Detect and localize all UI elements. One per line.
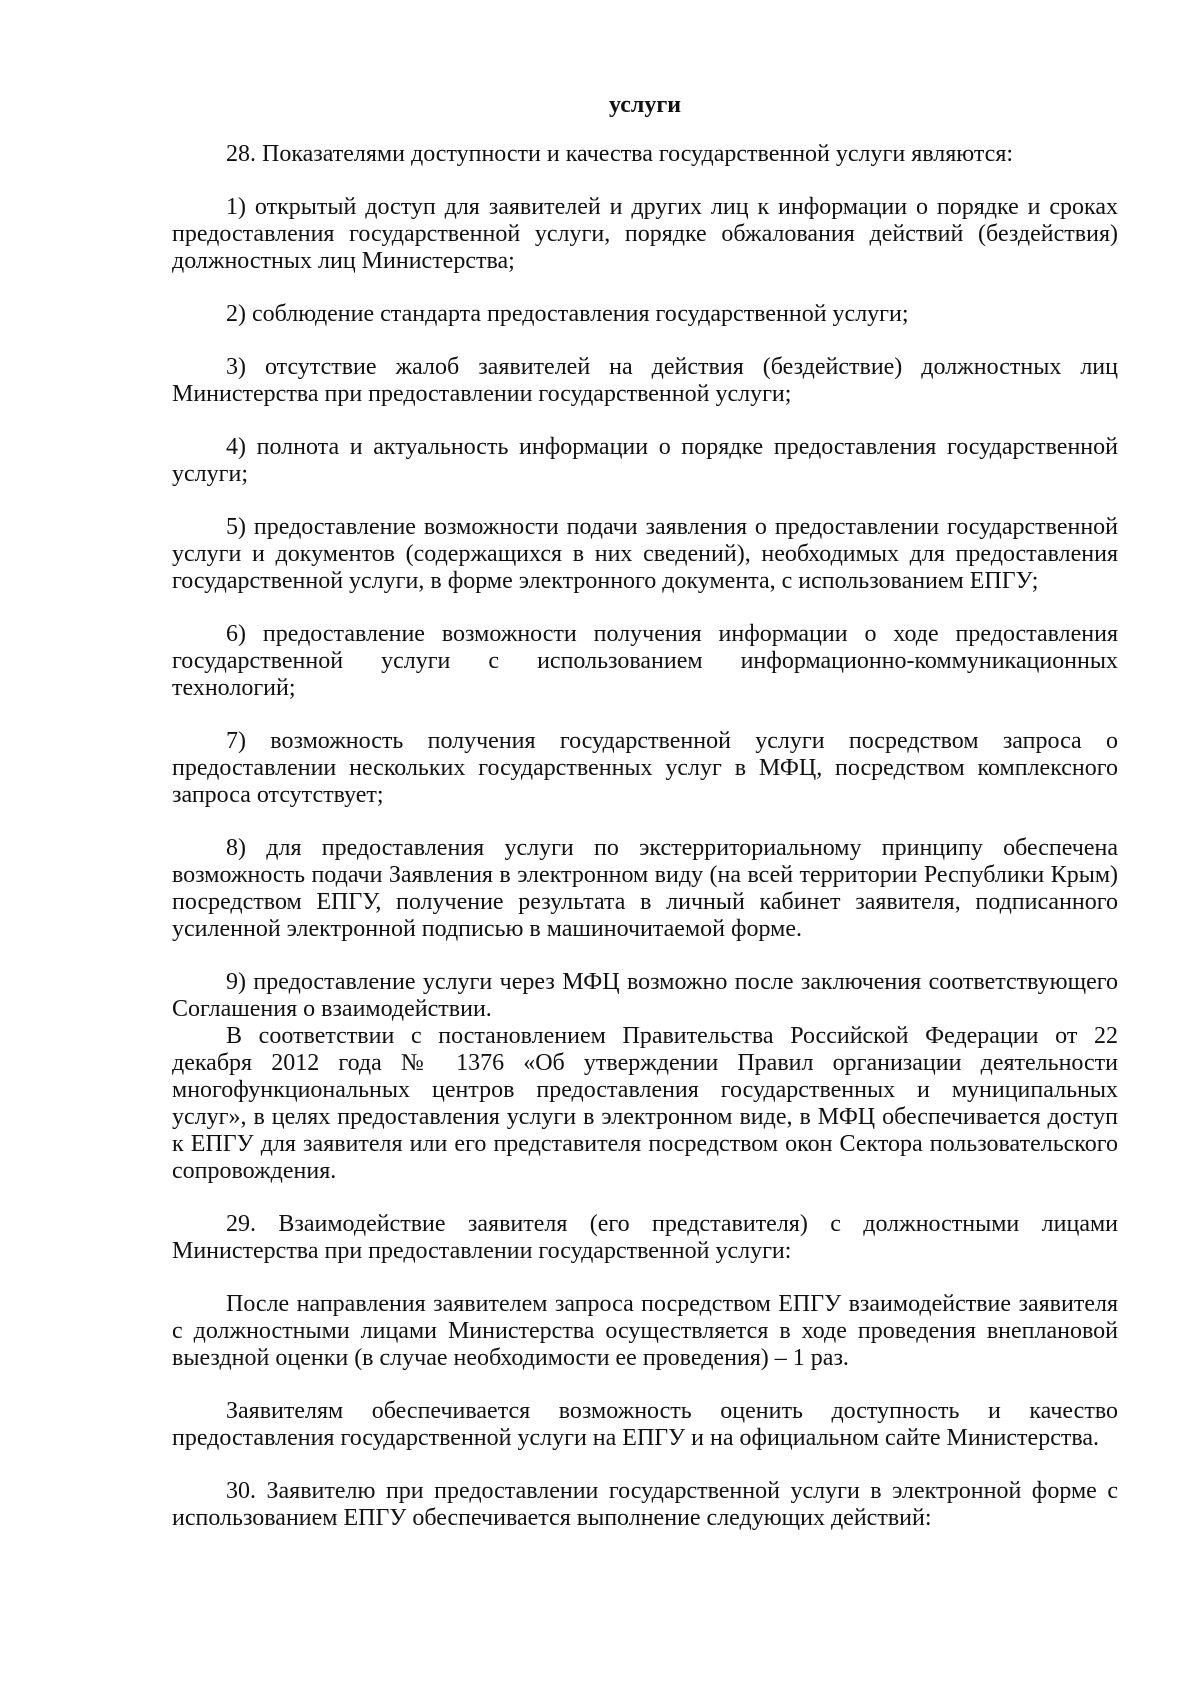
list-item-4: 4) полнота и актуальность информации о порядке предоставления государственной услуги; [172,434,1118,487]
document-page [172,92,1118,1558]
paragraph-30: 30. Заявителю при предоставлении государственной услуги в электронной форме с использованием ЕПГУ обеспечивается выполнение следующих действий: [172,1478,1118,1531]
list-item-8: 8) для предоставления услуги по экстерриториальному принципу обеспечена возможность подачи Заявления в электронном виду (на всей территории Республики Крым) посредством ЕПГУ, получение результата в личный кабинет заявителя, подписанного усиленной электронной подписью в машиночитаемой форме. [172,835,1118,942]
paragraph-evaluation: Заявителям обеспечивается возможность оценить доступность и качество предоставления государственной услуги на ЕПГУ и на официальном сайте Министерства. [172,1398,1118,1451]
section-heading: услуги [608,92,682,118]
list-item-9: 9) предоставление услуги через МФЦ возможно после заключения соответствующего Соглашения о взаимодействии. [172,969,1118,1022]
list-item-7: 7) возможность получения государственной услуги посредством запроса о предоставлении нескольких государственных услуг в МФЦ, посредством комплексного запроса отсутствует; [172,728,1118,808]
list-item-2: 2) соблюдение стандарта предоставления государственной услуги; [226,301,909,327]
paragraph-interaction: После направления заявителем запроса посредством ЕПГУ взаимодействие заявителя с должностными лицами Министерства осуществляется в ходе проведения внеплановой выездной оценки (в случае необходимости ее проведения) – 1 раз. [172,1291,1118,1371]
paragraph-29: 29. Взаимодействие заявителя (его представителя) с должностными лицами Министерства при предоставлении государственной услуги: [172,1211,1118,1264]
list-item-3: 3) отсутствие жалоб заявителей на действия (бездействие) должностных лиц Министерства при предоставлении государственной услуги; [172,354,1118,407]
list-item-6: 6) предоставление возможности получения информации о ходе предоставления государственной услуги с использованием информационно-коммуникационных технологий; [172,621,1118,701]
list-item-1: 1) открытый доступ для заявителей и других лиц к информации о порядке и сроках предоставления государственной услуги, порядке обжалования действий (бездействия) должностных лиц Министерства; [172,194,1118,274]
paragraph-28: 28. Показателями доступности и качества государственной услуги являются: [226,141,1014,167]
list-item-5: 5) предоставление возможности подачи заявления о предоставлении государственной услуги и документов (содержащихся в них сведений), необходимых для предоставления государственной услуги, в форме электронного документа, с использованием ЕПГУ; [172,514,1118,594]
paragraph-mfc: В соответствии с постановлением Правительства Российской Федерации от 22 декабря 2012 года № 1376 «Об утверждении Правил организации деятельности многофункциональных центров предоставления государственных и муниципальных услуг», в целях предоставления услуги в электронном виде, в МФЦ обеспечивается доступ к ЕПГУ для заявителя или его представителя посредством окон Сектора пользовательского сопровождения. [172,1023,1118,1184]
